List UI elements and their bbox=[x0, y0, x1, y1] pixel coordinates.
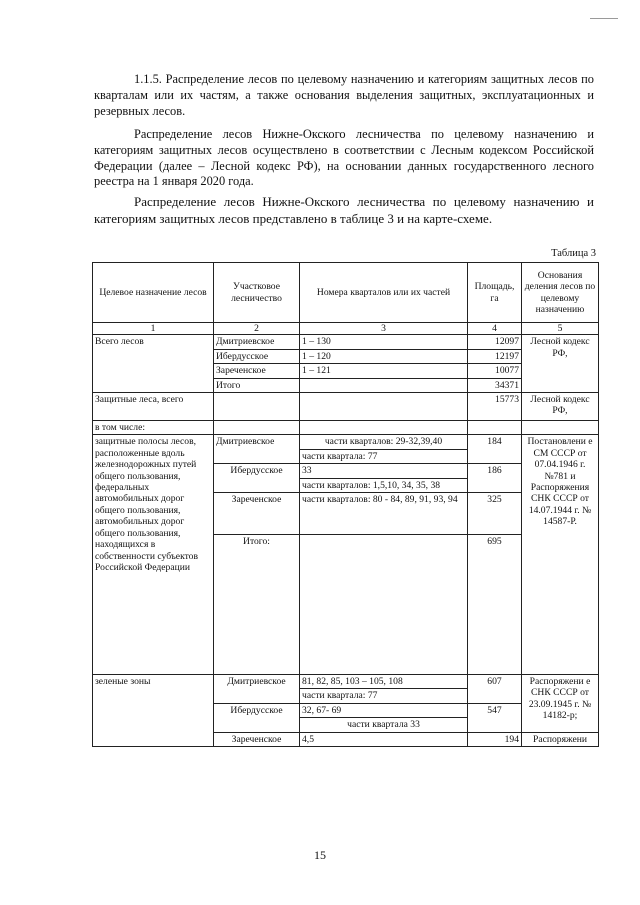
quarters-cell: части квартала: 77 bbox=[300, 449, 468, 463]
area-cell: 186 bbox=[468, 464, 522, 493]
itogo-area: 34371 bbox=[468, 378, 522, 392]
forest-distribution-table bbox=[92, 262, 599, 747]
quarters-cell: 81, 82, 85, 103 – 105, 108 bbox=[300, 675, 468, 689]
area-cell: 184 bbox=[468, 435, 522, 464]
purpose-cell: Всего лесов bbox=[93, 335, 214, 393]
table-row bbox=[93, 675, 599, 689]
quarters-cell: части квартала 33 bbox=[300, 718, 468, 732]
basis-cell: Постановлени е СМ СССР от 07.04.1946 г. №781 и Распоряжения СНК СССР от 14.07.1944 г. № 14587-Р. bbox=[522, 435, 599, 675]
district-cell: Ибердусское bbox=[214, 703, 300, 732]
including-label: в том числе: bbox=[93, 421, 214, 435]
purpose-cell: Защитные леса, всего bbox=[93, 393, 214, 421]
header-purpose: Целевое назначение лесов bbox=[93, 263, 214, 323]
district-cell: Дмитриевское bbox=[214, 675, 300, 704]
paragraph-2: Распределение лесов Нижне-Окского лесничества по целевому назначению и категориям защитных лесов осуществлено в соответствии с Лесным кодексом Российской Федерации (далее – Лесной кодекс РФ), на основании данных государственного лесного реестра на 1 января 2020 года. bbox=[94, 127, 594, 189]
page-number: 15 bbox=[314, 848, 326, 862]
itogo-label: Итого bbox=[214, 378, 300, 392]
district-cell: Зареченское bbox=[214, 732, 300, 746]
quarters-cell: 1 – 120 bbox=[300, 349, 468, 363]
column-number: 1 bbox=[93, 323, 214, 335]
paragraph-3: Распределение лесов Нижне-Окского лесничества по целевому назначению и категориям защитных лесов представлено в таблице 3 и на карте-схеме. bbox=[94, 194, 594, 226]
column-number: 5 bbox=[522, 323, 599, 335]
itogo-area: 695 bbox=[468, 535, 522, 675]
district-cell bbox=[214, 393, 300, 421]
table-row bbox=[93, 435, 599, 449]
area-cell: 325 bbox=[468, 493, 522, 535]
quarters-cell bbox=[300, 378, 468, 392]
basis-cell: Распоряжени bbox=[522, 732, 599, 746]
area-cell: 547 bbox=[468, 703, 522, 732]
table-row bbox=[93, 421, 599, 435]
table-row bbox=[93, 393, 599, 421]
column-number-row bbox=[93, 323, 599, 335]
district-cell: Ибердусское bbox=[214, 464, 300, 493]
district-cell: Зареченское bbox=[214, 493, 300, 535]
district-cell: Дмитриевское bbox=[214, 335, 300, 349]
basis-cell: Лесной кодекс РФ, bbox=[522, 335, 599, 393]
area-cell: 194 bbox=[468, 732, 522, 746]
quarters-cell: 33 bbox=[300, 464, 468, 478]
area-cell: 12097 bbox=[468, 335, 522, 349]
quarters-cell: части кварталов: 80 - 84, 89, 91, 93, 94 bbox=[300, 493, 468, 535]
quarters-cell: 1 – 121 bbox=[300, 364, 468, 378]
quarters-cell bbox=[300, 535, 468, 675]
area-cell: 10077 bbox=[468, 364, 522, 378]
itogo-label: Итого: bbox=[214, 535, 300, 675]
header-basis: Основания деления лесов по целевому назначению bbox=[522, 263, 599, 323]
area-cell: 607 bbox=[468, 675, 522, 704]
header-area: Площадь, га bbox=[468, 263, 522, 323]
quarters-cell: части кварталов: 29-32,39,40 bbox=[300, 435, 468, 449]
purpose-cell: зеленые зоны bbox=[93, 675, 214, 747]
paragraph-1: 1.1.5. Распределение лесов по целевому назначению и категориям защитных лесов по кварталам или их частям, а также основания выделения защитных, эксплуатационных и резервных лесов. bbox=[94, 72, 594, 118]
quarters-cell: 32, 67- 69 bbox=[300, 703, 468, 717]
corner-mark bbox=[590, 18, 618, 19]
section-heading-paragraph bbox=[94, 72, 594, 119]
header-quarters: Номера кварталов или их частей bbox=[300, 263, 468, 323]
table-header-row bbox=[93, 263, 599, 323]
area-cell: 15773 bbox=[468, 393, 522, 421]
quarters-cell: 4,5 bbox=[300, 732, 468, 746]
column-number: 2 bbox=[214, 323, 300, 335]
quarters-cell: 1 – 130 bbox=[300, 335, 468, 349]
district-cell: Зареченское bbox=[214, 364, 300, 378]
header-district: Участковое лесничество bbox=[214, 263, 300, 323]
area-cell: 12197 bbox=[468, 349, 522, 363]
body-paragraph-3 bbox=[94, 194, 594, 227]
quarters-cell bbox=[300, 393, 468, 421]
district-cell: Ибердусское bbox=[214, 349, 300, 363]
body-paragraph-2 bbox=[94, 127, 594, 190]
quarters-cell: части квартала: 77 bbox=[300, 689, 468, 703]
purpose-cell: защитные полосы лесов, расположенные вдоль железнодорожных путей общего пользования, федеральных автомобильных дорог общего пользования, автомобильных дорог общего пользования, находящихся в собственности субъектов Российской Федерации bbox=[93, 435, 214, 675]
basis-cell: Лесной кодекс РФ, bbox=[522, 393, 599, 421]
quarters-cell: части кварталов: 1,5,10, 34, 35, 38 bbox=[300, 478, 468, 492]
table-row bbox=[93, 335, 599, 349]
district-cell: Дмитриевское bbox=[214, 435, 300, 464]
table-caption: Таблица 3 bbox=[551, 248, 596, 259]
column-number: 4 bbox=[468, 323, 522, 335]
column-number: 3 bbox=[300, 323, 468, 335]
basis-cell: Распоряжени е СНК СССР от 23.09.1945 г. № 14182-р; bbox=[522, 675, 599, 733]
